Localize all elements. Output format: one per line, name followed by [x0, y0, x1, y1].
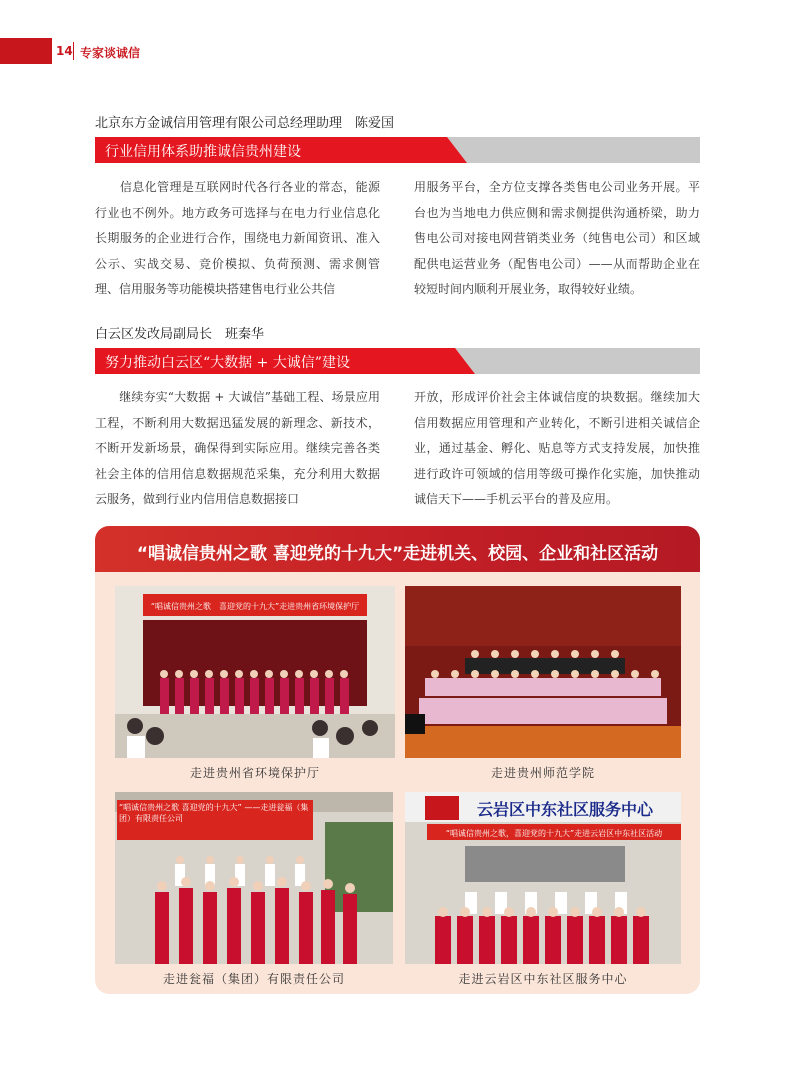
section2-right-paragraph: 开放，形成评价社会主体诚信度的块数据。继续加大信用数据应用管理和产业转化，不断引进相关诚信企业，通过基金、孵化、贴息等方式支持发展，加快推进行政许可领域的信用等级可操作化实施，加快推动诚信天下——手机云平台的普及应用。 — [414, 390, 700, 506]
section1-left-column — [95, 175, 380, 303]
photo1-caption: 走进贵州省环境保护厅 — [189, 766, 320, 780]
photo2-caption: 走进贵州师范学院 — [490, 766, 595, 780]
activity-title: “唱诚信贵州之歌 喜迎党的十九大”走进机关、校园、企业和社区活动 — [136, 544, 659, 564]
photo3-caption: 走进瓮福（集团）有限责任公司 — [162, 972, 345, 986]
photo1-banner-text: “唱诚信贵州之歌 喜迎党的十九大”走进贵州省环境保护厅 — [150, 602, 360, 611]
photo-wengfu-group — [115, 792, 393, 964]
activity-panel — [95, 526, 700, 994]
header-divider — [73, 42, 74, 60]
activity-header — [95, 526, 700, 572]
section2-title: 努力推动白云区“大数据 + 大诚信”建设 — [105, 355, 350, 371]
photo4-caption: 走进云岩区中东社区服务中心 — [458, 972, 628, 986]
section1-right-paragraph: 用服务平台，全方位支撑各类售电公司业务开展。平台也为当地电力供应侧和需求侧提供沟通桥梁，助力售电公司对接电网营销类业务（纯售电公司）和区域配供电运营业务（配售电公司）——从而帮助企业在较短时间内顺利开展业务，取得较好业绩。 — [414, 180, 700, 296]
photo-environment-dept — [115, 586, 395, 758]
section2-banner — [95, 348, 700, 374]
photo-zhongdong-community — [405, 792, 681, 964]
photo4-banner-text: “唱诚信贵州之歌，喜迎党的十九大”走进云岩区中东社区活动 — [445, 829, 663, 838]
section2-left-paragraph: 继续夯实“大数据 + 大诚信”基础工程、场景应用工程，不断利用大数据迅猛发展的新理念、新技术，不断开发新场景，确保得到实际应用。继续完善各类社会主体的信用信息数据规范采集，充分利用大数据云服务，做到行业内信用信息数据接口 — [95, 390, 380, 506]
section1-right-column — [414, 175, 700, 303]
header-red-block — [0, 38, 52, 64]
photo4-sign-text: 云岩区中东社区服务中心 — [476, 800, 654, 819]
section1-left-paragraph: 信息化管理是互联网时代各行各业的常态，能源行业也不例外。地方政务可选择与在电力行业信息化长期服务的企业进行合作，围绕电力新闻资讯、准入公示、实战交易、竞价模拟、负荷预测、需求侧管理、信用服务等功能模块搭建售电行业公共信 — [95, 180, 380, 296]
photo-normal-university — [405, 586, 681, 758]
section1-banner — [95, 137, 700, 163]
section1-author: 北京东方金诚信用管理有限公司总经理助理 陈爱国 — [95, 116, 395, 131]
section1-title: 行业信用体系助推诚信贵州建设 — [105, 144, 301, 160]
page-number: 14 — [56, 44, 73, 58]
section2-right-column — [414, 385, 700, 513]
section2-left-column — [95, 385, 380, 513]
photo3-banner-text: “唱诚信贵州之歌 喜迎党的十九大” ——走进瓮福（集团）有限责任公司 — [119, 803, 309, 823]
section-heading: 专家谈诚信 — [80, 46, 141, 60]
section2-author: 白云区发改局副局长 班秦华 — [95, 327, 265, 342]
